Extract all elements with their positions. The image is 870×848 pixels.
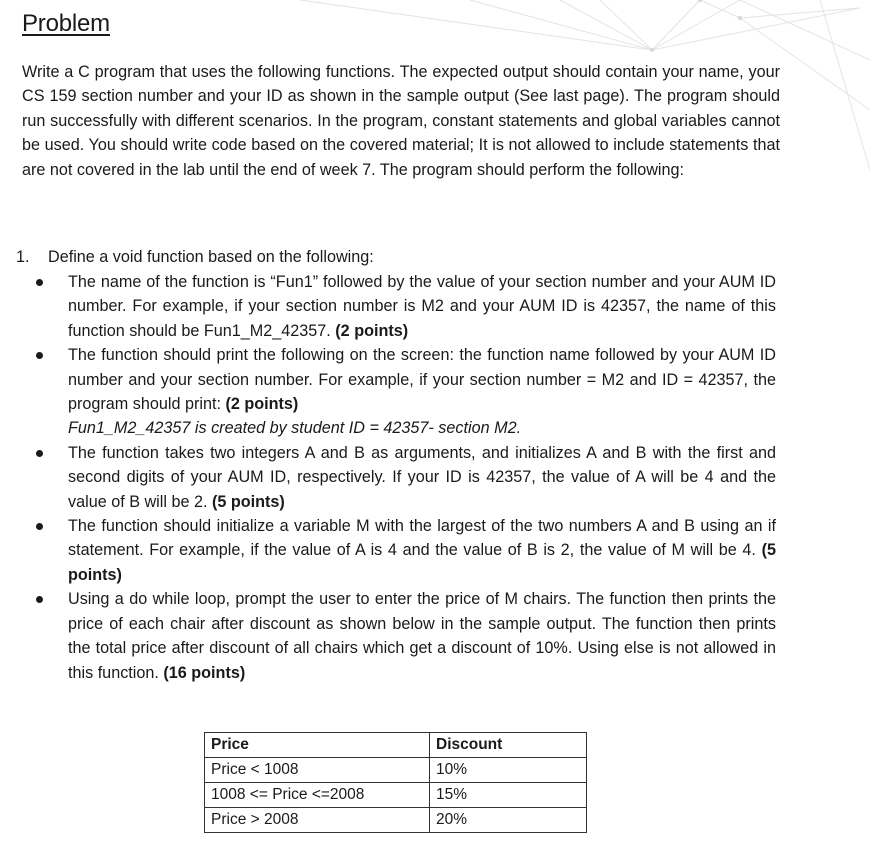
table-cell-discount: 10% [430,758,587,783]
table-cell-price: 1008 <= Price <=2008 [205,783,430,808]
bullet-item [0,514,776,587]
bullet-item [0,587,776,685]
list-item-title [16,245,776,269]
intro-paragraph: Write a C program that uses the following functions. The expected output should contain your name, your CS 159 section number and your ID as shown in the sample output (See last page). The program should run successfully with different scenarios. In the program, constant statements and global variables cannot be used. You should write code based on the covered material; It is not allowed to include statements that are not covered in the lab until the end of week 7. The program should perform the following: [22,63,780,179]
table-header-row [205,733,587,758]
bullet-points: (5 points) [68,541,776,584]
bullet-points: (16 points) [163,663,246,682]
bullet-list [0,270,776,685]
table-cell-discount: 20% [430,808,587,833]
column-header-discount: Discount [430,733,587,758]
table-cell-price: Price > 2008 [205,808,430,833]
bullet-item [0,343,776,441]
page-title: Problem [22,10,110,37]
bullet-text: The function should initialize a variable M with the largest of the two numbers A and B using an if statement. For example, if the value of A is 4 and the value of B is 2, the value of M will be 4. [68,517,776,560]
table-row [205,808,587,833]
bullet-points: (2 points) [335,321,409,340]
table-row [205,758,587,783]
sample-output-example: Fun1_M2_42357 is created by student ID = 42357- section M2. [68,419,522,438]
bullet-icon [36,352,43,359]
bullet-item [0,270,776,343]
bullet-points: (2 points) [225,395,299,414]
list-title-text: Define a void function based on the following: [48,248,374,266]
table-cell-price: Price < 1008 [205,758,430,783]
list-number: 1. [16,248,30,266]
bullet-icon [36,279,43,286]
bullet-text: Using a do while loop, prompt the user to enter the price of M chairs. The function then prints the price of each chair after discount as shown below in the sample output. The function then prints the total price after discount of all chairs which get a discount of 10%. Using else is not allowed in this function. [68,590,776,682]
bullet-text: The name of the function is “Fun1” followed by the value of your section number and your AUM ID number. For example, if your section number is M2 and your AUM ID is 42357, the name of this function should be Fun1_M2_42357. [68,273,776,340]
bullet-text: The function should print the following on the screen: the function name followed by your AUM ID number and your section number. For example, if your section number = M2 and ID = 42357, the program should print: [68,346,776,414]
bullet-text: The function takes two integers A and B as arguments, and initializes A and B with the first and second digits of your AUM ID, respectively. If your ID is 42357, the value of A will be 4 and the value of B will be 2. [68,443,776,511]
table-row [205,783,587,808]
bullet-icon [36,450,43,457]
table-cell-discount: 15% [430,783,587,808]
bullet-points: (5 points) [211,492,285,511]
bullet-icon [36,596,43,603]
column-header-price: Price [205,733,430,758]
discount-table [204,732,587,833]
bullet-item [0,441,776,514]
bullet-icon [36,523,43,530]
